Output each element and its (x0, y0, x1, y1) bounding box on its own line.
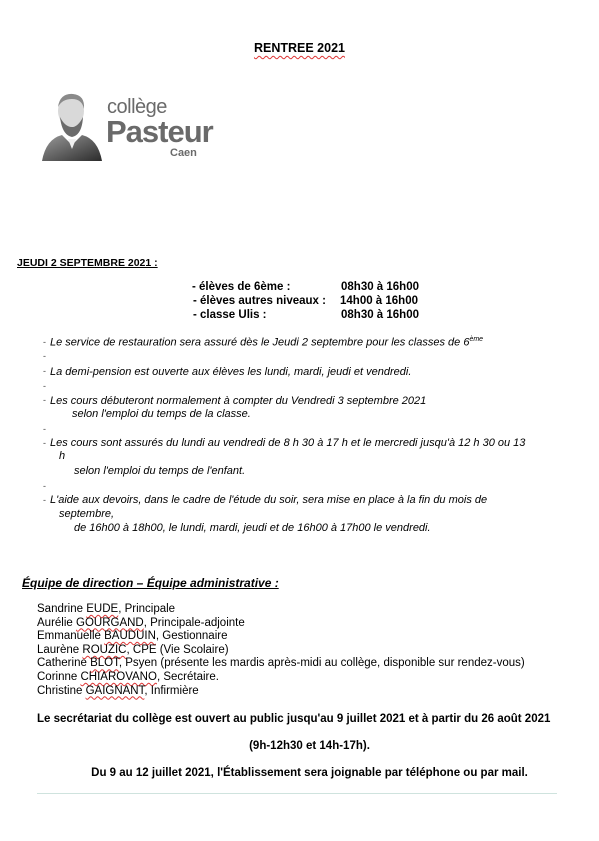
bullet-marker: - (43, 481, 46, 491)
staff-list (37, 603, 525, 698)
bullet-marker: - (43, 337, 46, 347)
staff-item: Corinne CHIAROVANO, Secrétaire. (37, 670, 219, 683)
bullet-marker: - (43, 381, 46, 391)
bullet-cours-debut-cont: selon l'emploi du temps de la classe. (72, 408, 251, 420)
staff-item: Catherine BLOT, Psyen (présente les mardis après-midi au collège, disponible sur rendez-vous) (37, 657, 525, 670)
bullet-aide-devoirs: L'aide aux devoirs, dans le cadre de l'étude du soir, sera mise en place à la fin du mois de (50, 494, 488, 506)
bullet-marker: - (43, 495, 46, 505)
team-heading: Équipe de direction – Équipe administrative : (22, 576, 279, 590)
bullet-marker: - (43, 395, 46, 405)
closure-notice: Du 9 au 12 juillet 2021, l'Établissement sera joignable par téléphone ou par mail. (91, 767, 528, 779)
day-heading: JEUDI 2 SEPTEMBRE 2021 : (17, 257, 158, 269)
footer-divider (37, 793, 557, 794)
bullet-marker: - (43, 424, 46, 434)
staff-item: Emmanuelle BAUDUIN, Gestionnaire (37, 630, 228, 643)
bullet-aide-devoirs-cont: septembre, (59, 508, 115, 520)
staff-item: Aurélie GOURGAND, Principale-adjointe (37, 616, 245, 629)
bullet-cours-horaires-cont: selon l'emploi du temps de l'enfant. (74, 465, 246, 477)
schedule-time-autres: 14h00 à 16h00 (340, 295, 419, 307)
bullet-restauration: Le service de restauration sera assuré dès le Jeudi 2 septembre pour les classes de 6ème (50, 336, 484, 349)
staff-item: Christine GAIGNANT, Infirmière (37, 684, 199, 697)
bullet-aide-devoirs-horaires: de 16h00 à 18h00, le lundi, mardi, jeudi et de 16h00 à 17h00 le vendredi. (74, 522, 431, 534)
schedule-label-autres: - élèves autres niveaux : (193, 295, 326, 307)
bullet-cours-horaires: Les cours sont assurés du lundi au vendredi de 8 h 30 à 17 h et le mercredi jusqu'à 12 h 30 ou 13 (50, 437, 526, 449)
bullet-demi-pension: La demi-pension est ouverte aux élèves les lundi, mardi, jeudi et vendredi. (50, 366, 412, 378)
page-title: RENTREE 2021 (253, 41, 345, 55)
schedule-time-6eme: 08h30 à 16h00 (341, 281, 420, 293)
bullet-cours-horaires-h: h (59, 450, 66, 462)
schedule-time-ulis: 08h30 à 16h00 (341, 309, 420, 321)
bullet-marker: - (43, 366, 46, 376)
bullet-marker: - (43, 438, 46, 448)
secretariat-hours: (9h-12h30 et 14h-17h). (249, 740, 370, 752)
logo-text-college: collège (107, 96, 167, 118)
logo-text-caen: Caen (170, 147, 197, 159)
staff-item: Laurène ROUZIC, CPE (Vie Scolaire) (37, 643, 229, 656)
portrait-icon (38, 85, 108, 165)
bullet-cours-debut: Les cours débuteront normalement à compter du Vendredi 3 septembre 2021 (50, 395, 427, 407)
staff-item: Sandrine EUDE, Principale (37, 603, 176, 615)
logo-text-pasteur: Pasteur (106, 114, 213, 149)
schedule-label-ulis: - classe Ulis : (193, 309, 267, 321)
bullet-marker: - (43, 351, 46, 361)
secretariat-notice: Le secrétariat du collège est ouvert au public jusqu'au 9 juillet 2021 et à partir du 26 août 2021 (37, 713, 551, 725)
schedule-label-6eme: - élèves de 6ème : (192, 281, 291, 293)
